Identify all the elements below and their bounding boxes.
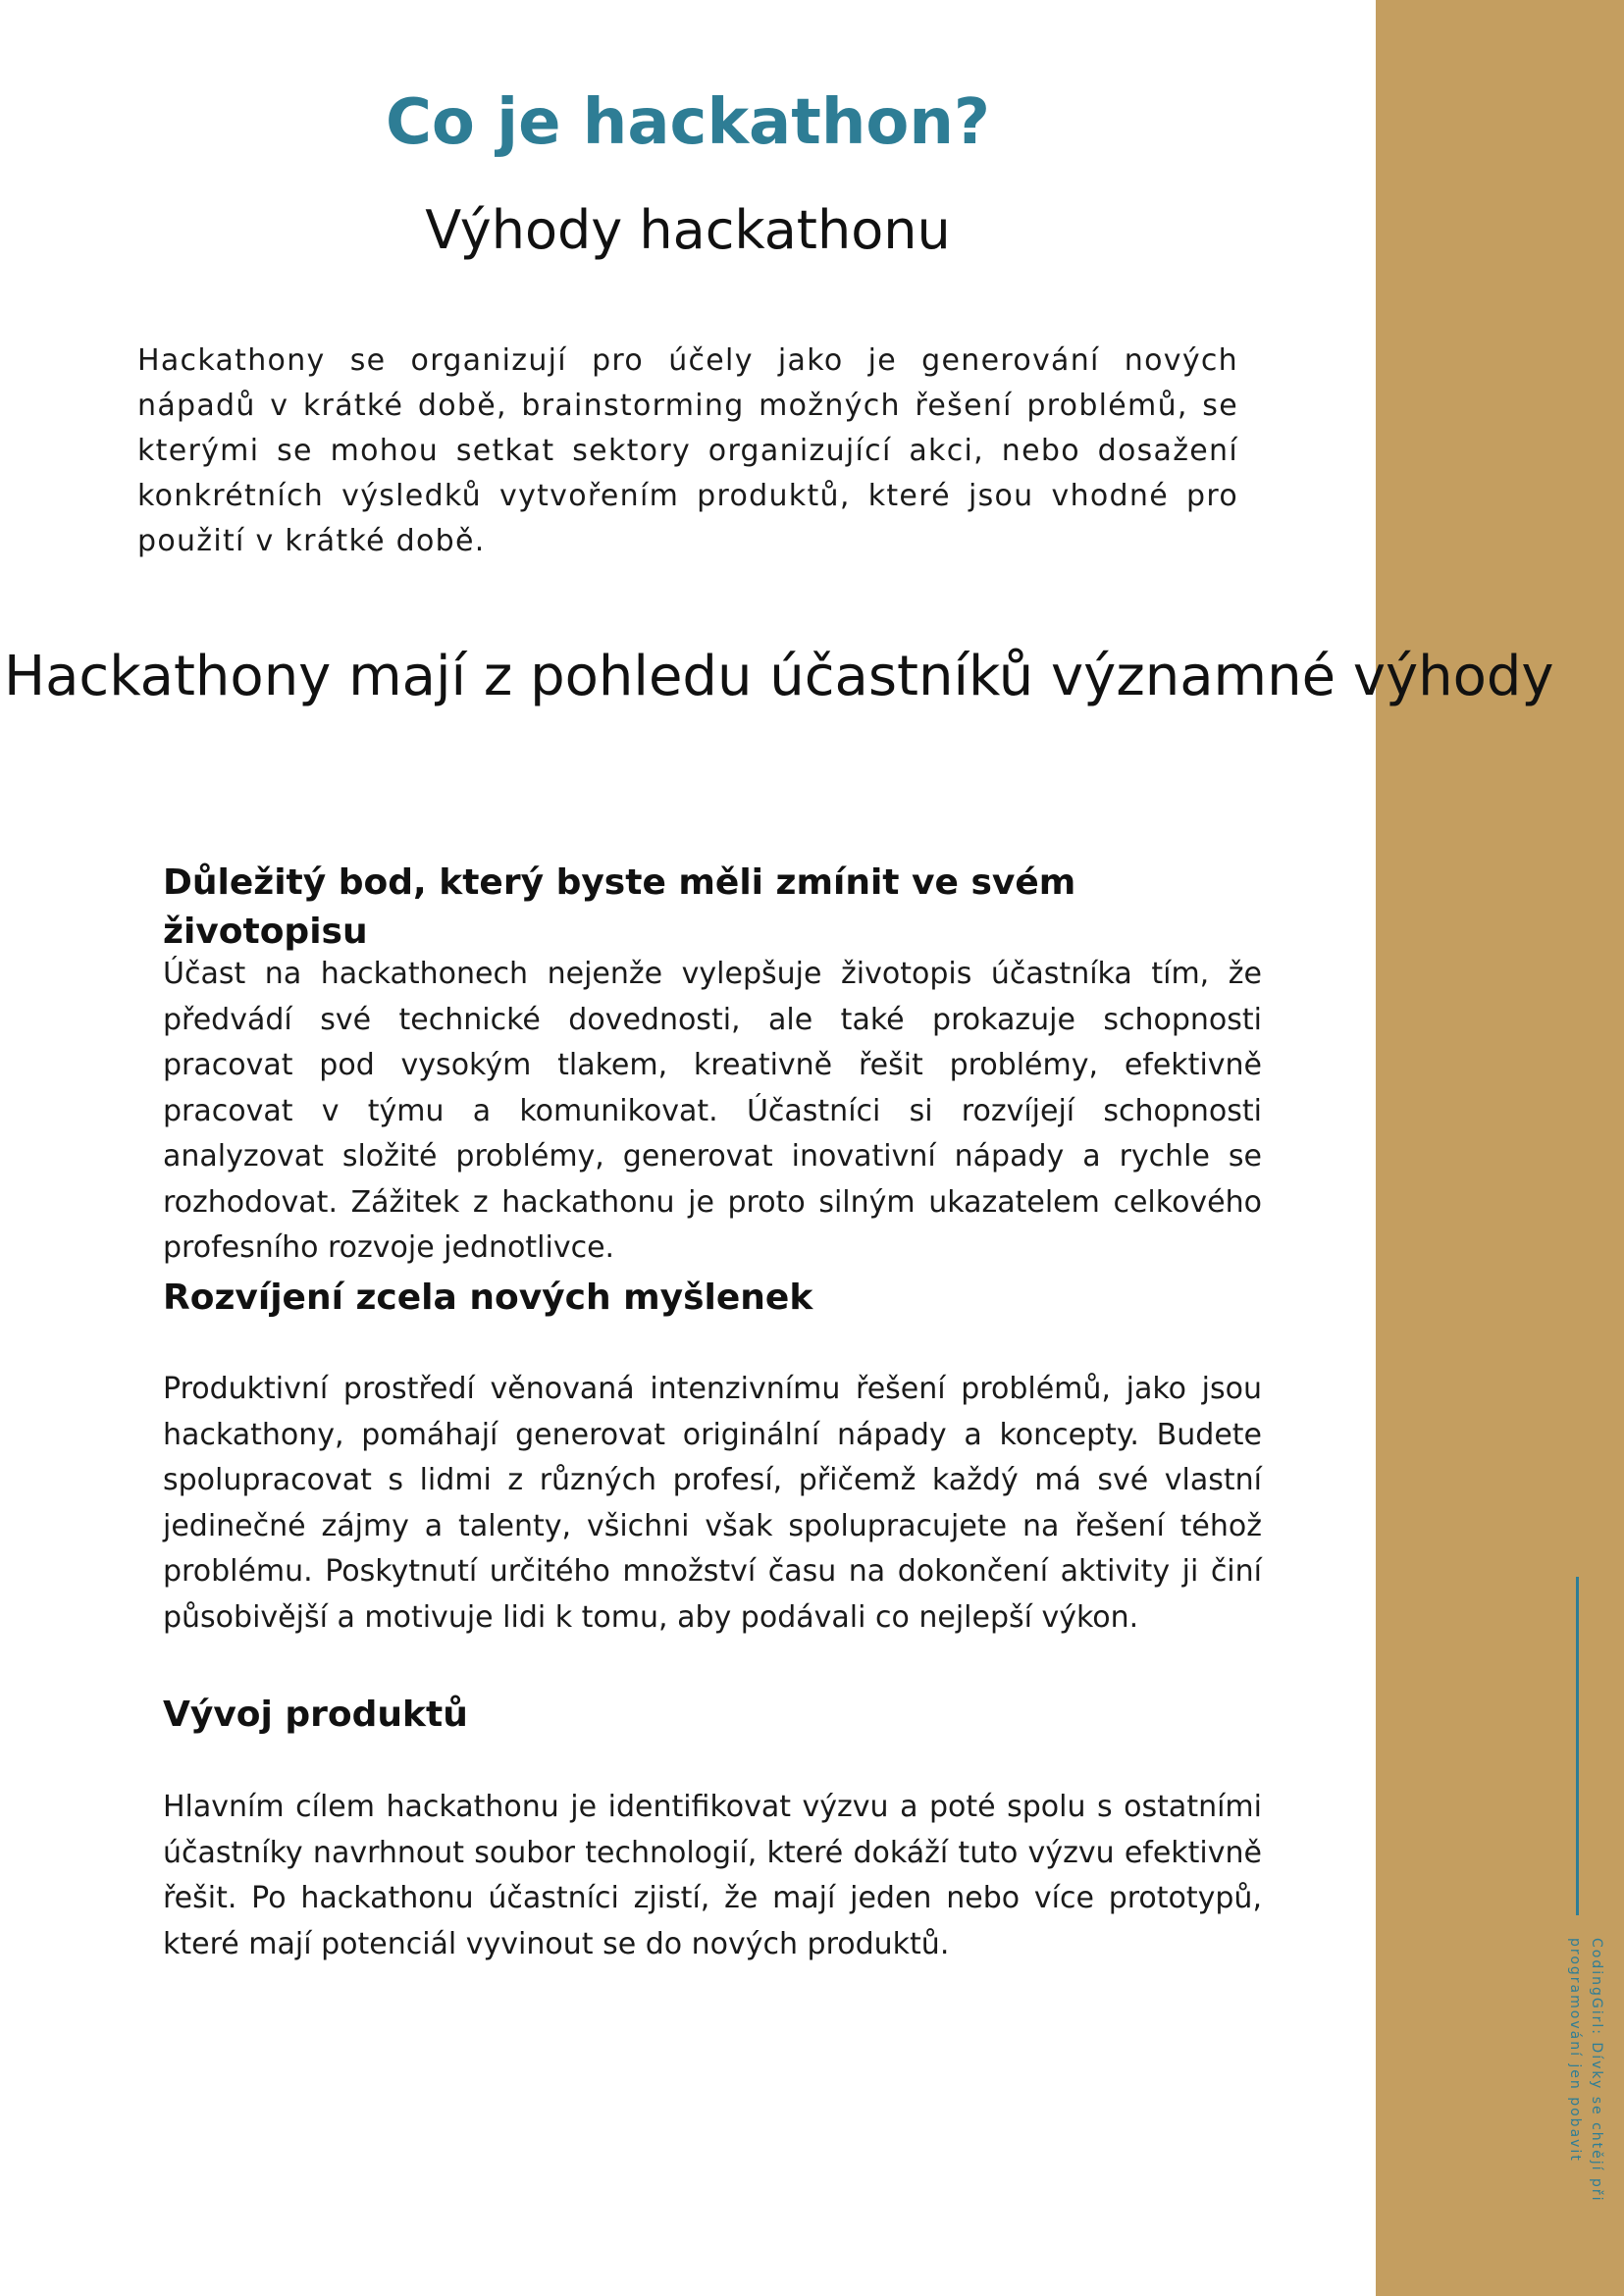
intro-paragraph: Hackathony se organizují pro účely jako je generování nových nápadů v krátké době, brainstorming možných řešení problémů, se kterými se mohou setkat sektory organizující akci, nebo dosažení konkrétních výsledků vytvořením produktů, které jsou vhodné pro použití v krátké době. xyxy=(137,343,1238,558)
benefits-heading: Hackathony mají z pohledu účastníků významné výhody xyxy=(4,645,1554,708)
section-body-products: Hlavním cílem hackathonu je identifikovat výzvu a poté spolu s ostatními účastníky navrhnout soubor technologií, které dokáží tuto výzvu efektivně řešit. Po hackathonu účastníci zjistí, že mají jeden nebo více prototypů, které mají potenciál vyvinout se do nových produktů. xyxy=(163,1790,1262,1961)
page-title: Co je hackathon? xyxy=(385,86,991,159)
section-heading-products: Vývoj produktů xyxy=(163,1695,468,1735)
page-subtitle: Výhody hackathonu xyxy=(425,199,951,261)
sidebar-caption: CodingGirl: Dívky se chtějí při programování jen pobavit xyxy=(1567,1938,1604,2203)
sidebar-divider-line xyxy=(1576,1577,1579,1915)
section-heading-ideas: Rozvíjení zcela nových myšlenek xyxy=(163,1278,813,1318)
section-body-cv: Účast na hackathonech nejenže vylepšuje životopis účastníka tím, že předvádí své technické dovednosti, ale také prokazuje schopnosti pracovat pod vysokým tlakem, kreativně řešit problémy, efektivně pracovat v týmu a komunikovat. Účastníci si rozvíjejí schopnosti analyzovat složité problémy, generovat inovativní nápady a rychle se rozhodovat. Zážitek z hackathonu je proto silným ukazatelem celkového profesního rozvoje jednotlivce. xyxy=(163,957,1262,1265)
section-body-ideas: Produktivní prostředí věnovaná intenzivnímu řešení problémů, jako jsou hackathony, pomáhají generovat originální nápady a koncepty. Budete spolupracovat s lidmi z různých profesí, přičemž každý má své vlastní jedinečné zájmy a talenty, všichni však spolupracujete na řešení téhož problému. Poskytnutí určitého množství času na dokončení aktivity ji činí působivější a motivuje lidi k tomu, aby podávali co nejlepší výkon. xyxy=(163,1372,1262,1635)
sidebar-band xyxy=(1376,0,1624,2296)
section-heading-cv: Důležitý bod, který byste měli zmínit ve svém životopisu xyxy=(163,862,1076,952)
